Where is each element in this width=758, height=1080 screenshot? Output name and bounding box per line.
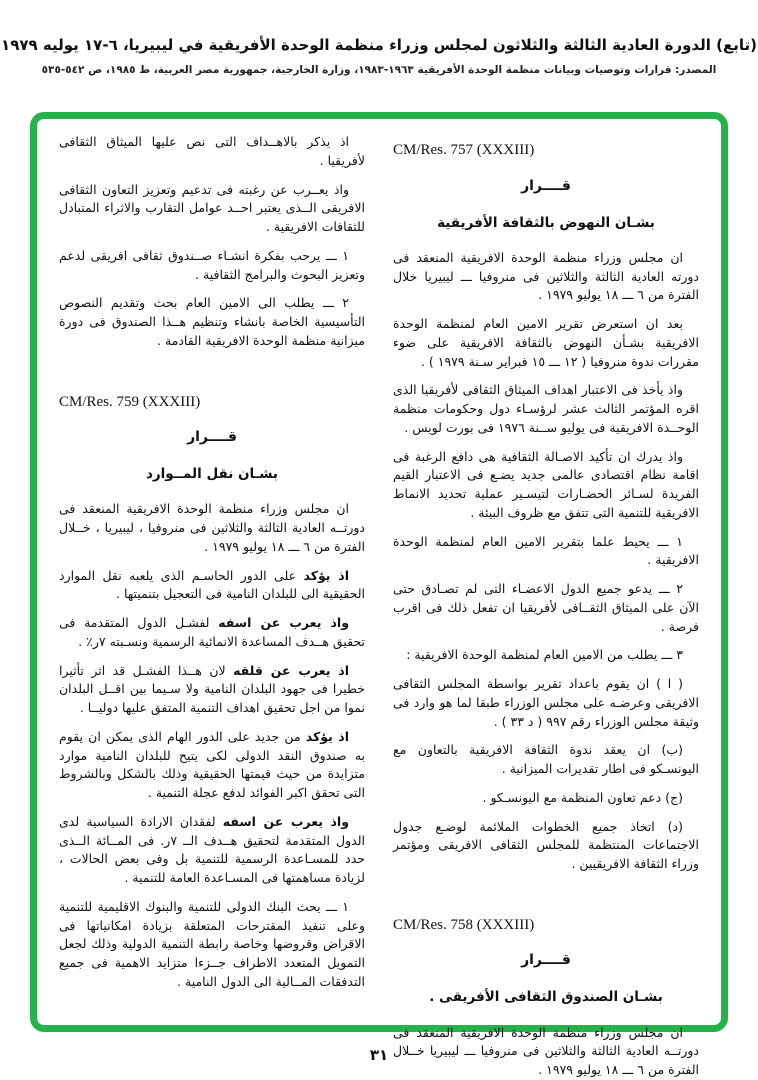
paragraph: اذ يذكر بالاهــداف التى نص عليها الميثاق الثقافى لأفريقيا . bbox=[59, 134, 365, 168]
paragraph: ان مجلس وزراء منظمة الوحدة الافريقية المنعقد فى دورتــه العادية الثالثة والثلاثين فى منروفيا ـــ ليبيريا خــلال الفترة من ٦ ـــ ١٨ يوليو ١٩٧٩ . bbox=[393, 1024, 699, 1077]
paragraph: اذ يؤكد على الدور الحاسـم الذى يلعبه نقل الموارد الحقيقية الى للبلدان النامية فى التعجيل بتنميتها . bbox=[59, 567, 365, 602]
source-citation: المصدر: قرارات وتوصيات وبيانات منظمة الوحدة الأفريقية ١٩٦٣-١٩٨٣، وزارة الخارجية، جمهورية مصر العربية، ط ١٩٨٥، ص ٥٤٢-٥٣٥ bbox=[41, 63, 717, 76]
paragraph: اذ يعرب عن قلقه لان هــذا الفشـل قد اثر تأثيرا خطيرا فى جهود البلدان النامية ولا سـيما بين اقــل البلدان نموا من اجل تحقيق اهداف التنمية المتفق عليها دوليــا . bbox=[59, 662, 365, 715]
resolution-heading: قــــرار bbox=[521, 952, 571, 969]
paragraph: ١ ـــ يرحب بفكرة انشـاء صــندوق ثقافى افريقى لدعم وتعزيز البحوث والبرامج الثقافية . bbox=[59, 247, 365, 282]
resolution-subject: بشـان نقل المــوارد bbox=[145, 466, 278, 482]
column-right bbox=[393, 133, 699, 1077]
paragraph: ٢ ـــ يطلب الى الامين العام بحث وتقديم النصوص التأسيسية الخاصة بانشاء وتنظيم هــذا الصندوق فى دورة ميزانية منظمة الوحدة الافريقية القادمة . bbox=[59, 295, 365, 348]
page-header bbox=[0, 36, 758, 76]
resolution-subject: بشـان الصندوق الثقافى الأفريقى . bbox=[429, 989, 663, 1006]
page-number: ٣١ bbox=[369, 1046, 389, 1064]
paragraph: ( ا ) ان يقوم باعداد تقرير بواسطة المجلس الثقافى الافريقى وعرضـه على مجلس الوزراء طبقا لما هو وارد فى وثيقة مجلس الوزراء رقم ٩٩٧ ( د ٣٣ ) . bbox=[393, 676, 699, 729]
paragraph: (ج) دعم تعاون المنظمة مع اليونسـكو . bbox=[482, 789, 683, 805]
resolution-code: CM/Res. 758 (XXXIII) bbox=[393, 916, 535, 933]
paragraph: واذ يعرب عن اسفه لفقدان الارادة السياسية لدى الدول المتقدمة لتحقيق هــدف الــ ٧ر. فى المــائة الــذى حدد للمسـاعدة الرسمية للتنمية بل وفى بعض الحالات ، لزيادة مساهمتها فى المسـاعدة العامة للتنمية . bbox=[59, 813, 365, 885]
paragraph: ١ ـــ يحث البنك الدولى للتنمية والبنوك الاقليمية للتنمية وعلى تنفيذ المقترحات المتعلقة بزيادة امكانياتها فى الاقراض وقروضها وخاصة رابطة التنمية الدولية وذلك لجعل التمويل المتعدد الاطراف جــزءا متزايد الاهمية فى جميع التدفقات المــالية الى الدول النامية . bbox=[59, 898, 365, 989]
paragraph: اذ يؤكد من جديد على الدور الهام الذى يمكن ان يقوم به صندوق النقد الدولى لكى يتيح للبلدان النامية موارد متزايدة من حيث قيمتها الحقيقية وذلك بالشكل وبالشروط التى تحقق اكبر الفوائد لدفع عجلة التنمية . bbox=[59, 728, 365, 800]
paragraph: ٢ ـــ يدعو جميع الدول الاعضـاء التى لم تصـادق حتى الآن على الميثاق الثقــافى لأفريقيا ان تفعل ذلك فى اقرب فرصة . bbox=[393, 581, 699, 634]
session-title: (تابع) الدورة العادية الثالثة والثلاثون لمجلس وزراء منظمة الوحدة الأفريقية في ليبيريا، ٦-١٧ يوليه ١٩٧٩ bbox=[1, 36, 757, 54]
paragraph: ان مجلس وزراء منظمة الوحدة الافريقية المنعقد فى دورته العادية الثالثة والثلاثين فى منروفيا ـــ ليبيريا خلال الفترة من ٦ ـــ ١٨ يوليو ١٩٧٩ . bbox=[393, 249, 699, 303]
paragraph: ٣ ـــ يطلب من الامين العام لمنظمة الوحدة الافريقية : bbox=[406, 647, 683, 663]
paragraph: واذ يدرك ان تأكيد الاصـالة الثقافية هى دافع الرغبة فى اقامة نظام اقتصادى عالمى جديد يضـع فى الاعتبار القيم الفريدة لسـائر الحضـارات لتيسـير عملية تحديد الانماط الافريقية للتنمية التى تتفق مع ظروف البيئة . bbox=[393, 448, 699, 520]
resolution-heading: قــــرار bbox=[187, 429, 237, 445]
resolution-code: CM/Res. 757 (XXXIII) bbox=[393, 142, 535, 158]
resolution-subject: بشـان النهوض بالثقافة الأفريقية bbox=[437, 214, 655, 231]
paragraph: واذ يعرب عن اسفه لفشـل الدول المتقدمة فى تحقيق هــدف المساعدة الانمائية الرسمية ونسـبته ٧ر٪ . bbox=[59, 615, 365, 649]
resolution-code: CM/Res. 759 (XXXIII) bbox=[59, 393, 201, 410]
paragraph: واذ يأخذ فى الاعتبار اهداف الميثاق الثقافى لأفريقيا الذى اقره المؤتمر الثالث عشر لرؤسـاء دول وحكومات منظمة الوحــدة الافريقية فى يوليو ســنة ١٩٧٦ فى بورت لويس . bbox=[393, 382, 699, 435]
paragraph: ١ ـــ يحيط علما بتقرير الامين العام لمنظمة الوحدة الافريقية . bbox=[393, 533, 699, 568]
paragraph: ان مجلس وزراء منظمة الوحدة الافريقية المنعقد فى دورتــه العادية الثالثة والثلاثين فى منروفيا ، ليبيريا ، خــلال الفترة من ٦ ـــ ١٨ يوليو ١٩٧٩ . bbox=[59, 501, 365, 554]
resolution-heading: قــــرار bbox=[521, 177, 571, 194]
paragraph: (د) اتخاذ جميع الخطوات الملائمة لوضـع جدول الاجتماعات المنتظمة للمجلس الثقافى الافريقى ومؤتمر وزراء الثقافة الافريقيين . bbox=[393, 818, 699, 871]
paragraph: بعد ان استعرض تقرير الامين العام لمنظمة الوحدة الافريقية بشـأن النهوض بالثقافة الافريقية على ضوء مقررات ندوة منروفيا ( ١٢ ـــ ١٥ فبراير سـنة ١٩٧٩ ) . bbox=[393, 316, 699, 369]
paragraph: واذ يعــرب عن رغبته فى تدعيم وتعزيز التعاون الثقافى الافريقى الــذى يعتبر احــد عوامل التقارب والاثراء المتبادل للثقافات الافريقية . bbox=[59, 181, 365, 234]
column-left bbox=[59, 133, 365, 1015]
paragraph: (ب) ان يعقد ندوة الثقافة الافريقية بالتعاون مع اليونسـكو فى اطار تقديرات الميزانية . bbox=[393, 742, 699, 776]
